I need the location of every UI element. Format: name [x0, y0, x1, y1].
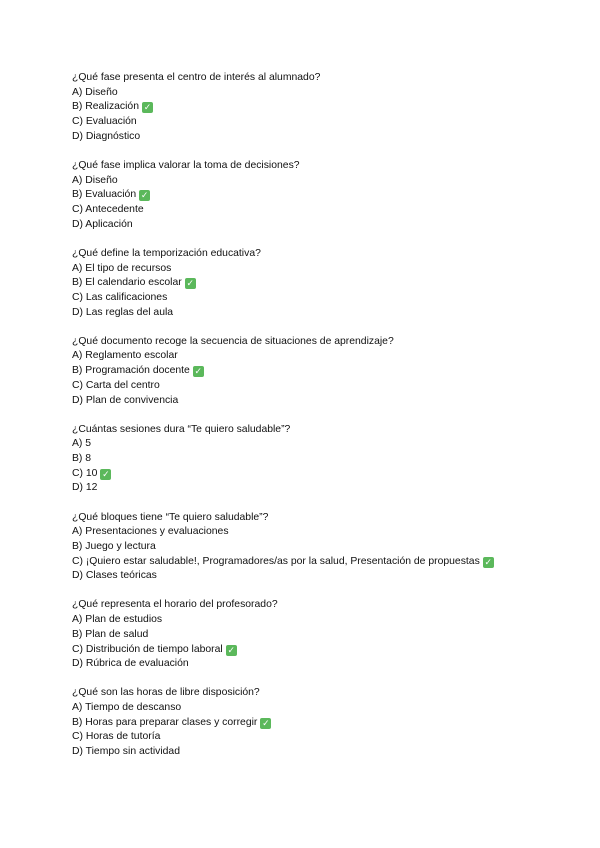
- question-block: [72, 335, 542, 409]
- question-text: ¿Qué define la temporización educativa?: [72, 247, 261, 259]
- check-mark-icon: ✓: [140, 190, 149, 201]
- answer-option: [72, 437, 542, 452]
- answer-option-label: B) 8: [72, 453, 92, 465]
- answer-option: [72, 203, 542, 218]
- answer-option-label: B) Plan de salud: [72, 628, 149, 640]
- question-text: ¿Qué documento recoge la secuencia de situaciones de aprendizaje?: [72, 335, 394, 347]
- answer-option-label: C) ¡Quiero estar saludable!, Programadores/as por la salud, Presentación de propuestas: [72, 555, 480, 567]
- answer-option-label: A) Reglamento escolar: [72, 350, 178, 362]
- answer-option-label: A) Diseño: [72, 174, 118, 186]
- answer-option-label: B) Realización: [72, 101, 139, 113]
- question-block: [72, 598, 542, 672]
- question-block: [72, 159, 542, 233]
- check-mark-icon: ✓: [227, 644, 235, 655]
- answer-option-label: D) Plan de convivencia: [72, 394, 179, 406]
- answer-option: [72, 701, 542, 716]
- answer-option-label: C) Carta del centro: [72, 379, 160, 391]
- answer-option: [72, 291, 542, 306]
- answer-option: [72, 481, 542, 496]
- answer-option-label: B) Horas para preparar clases y corregir: [72, 716, 258, 728]
- answer-option-label: C) Distribución de tiempo laboral: [72, 643, 223, 655]
- answer-option-label: C) 10: [72, 467, 98, 479]
- answer-option: [72, 467, 542, 482]
- answer-option: [72, 379, 542, 394]
- answer-option-label: C) Evaluación: [72, 116, 137, 128]
- check-mark-icon: ✓: [194, 366, 203, 377]
- check-mark-icon: ✓: [102, 468, 110, 479]
- answer-option: [72, 525, 542, 540]
- answer-option: [72, 555, 542, 570]
- check-mark-icon: ✓: [262, 717, 270, 728]
- answer-option-label: B) Juego y lectura: [72, 540, 156, 552]
- check-mark-icon: ✓: [186, 278, 194, 289]
- answer-option-label: D) Rúbrica de evaluación: [72, 658, 189, 670]
- answer-option: [72, 716, 542, 731]
- answer-option-label: C) Las calificaciones: [72, 291, 168, 303]
- answer-option-label: B) El calendario escolar: [72, 277, 182, 289]
- answer-option: [72, 394, 542, 409]
- answer-option: [72, 276, 542, 291]
- question-block: [72, 247, 542, 321]
- answer-option: [72, 628, 542, 643]
- answer-option-label: B) Evaluación: [72, 189, 137, 201]
- answer-option: [72, 364, 542, 379]
- answer-option-label: A) Presentaciones y evaluaciones: [72, 526, 229, 538]
- answer-option: [72, 188, 542, 203]
- question-text: ¿Qué fase presenta el centro de interés al alumnado?: [72, 72, 321, 83]
- answer-option-label: D) 12: [72, 482, 98, 494]
- answer-option-label: A) El tipo de recursos: [72, 262, 172, 274]
- question-block: [72, 71, 542, 145]
- check-mark-icon: ✓: [484, 556, 493, 567]
- answer-option: [72, 569, 542, 584]
- answer-option-label: D) Tiempo sin actividad: [72, 746, 180, 758]
- answer-option: [72, 130, 542, 145]
- answer-option: [72, 115, 542, 130]
- answer-option-label: D) Diagnóstico: [72, 130, 141, 142]
- answer-option-label: C) Horas de tutoría: [72, 731, 161, 743]
- check-mark-icon: ✓: [143, 102, 152, 113]
- answer-option-label: B) Programación docente: [72, 365, 190, 377]
- answer-option: [72, 100, 542, 115]
- answer-option-label: A) 5: [72, 438, 92, 450]
- answer-option-label: A) Tiempo de descanso: [72, 702, 182, 714]
- answer-option-label: A) Plan de estudios: [72, 614, 163, 626]
- answer-option: [72, 452, 542, 467]
- answer-option-label: D) Aplicación: [72, 218, 133, 230]
- question-block: [72, 686, 542, 760]
- question-block: [72, 511, 542, 585]
- answer-option: [72, 349, 542, 364]
- answer-option: [72, 730, 542, 745]
- answer-option: [72, 262, 542, 277]
- quiz-content: [72, 71, 542, 774]
- answer-option: [72, 657, 542, 672]
- answer-option: [72, 86, 542, 101]
- question-text: ¿Qué representa el horario del profesorado?: [72, 599, 278, 611]
- answer-option: [72, 745, 542, 760]
- question-text: ¿Cuántas sesiones dura “Te quiero saludable”?: [72, 423, 291, 435]
- question-block: [72, 423, 542, 497]
- question-text: ¿Qué son las horas de libre disposición?: [72, 687, 260, 699]
- answer-option: [72, 218, 542, 233]
- answer-option: [72, 306, 542, 321]
- answer-option: [72, 174, 542, 189]
- question-text: ¿Qué bloques tiene “Te quiero saludable”?: [72, 511, 269, 523]
- answer-option-label: C) Antecedente: [72, 204, 144, 216]
- answer-option-label: D) Las reglas del aula: [72, 306, 174, 318]
- answer-option-label: D) Clases teóricas: [72, 570, 157, 582]
- question-text: ¿Qué fase implica valorar la toma de decisiones?: [72, 159, 300, 171]
- answer-option: [72, 643, 542, 658]
- answer-option: [72, 540, 542, 555]
- answer-option: [72, 613, 542, 628]
- answer-option-label: A) Diseño: [72, 86, 118, 98]
